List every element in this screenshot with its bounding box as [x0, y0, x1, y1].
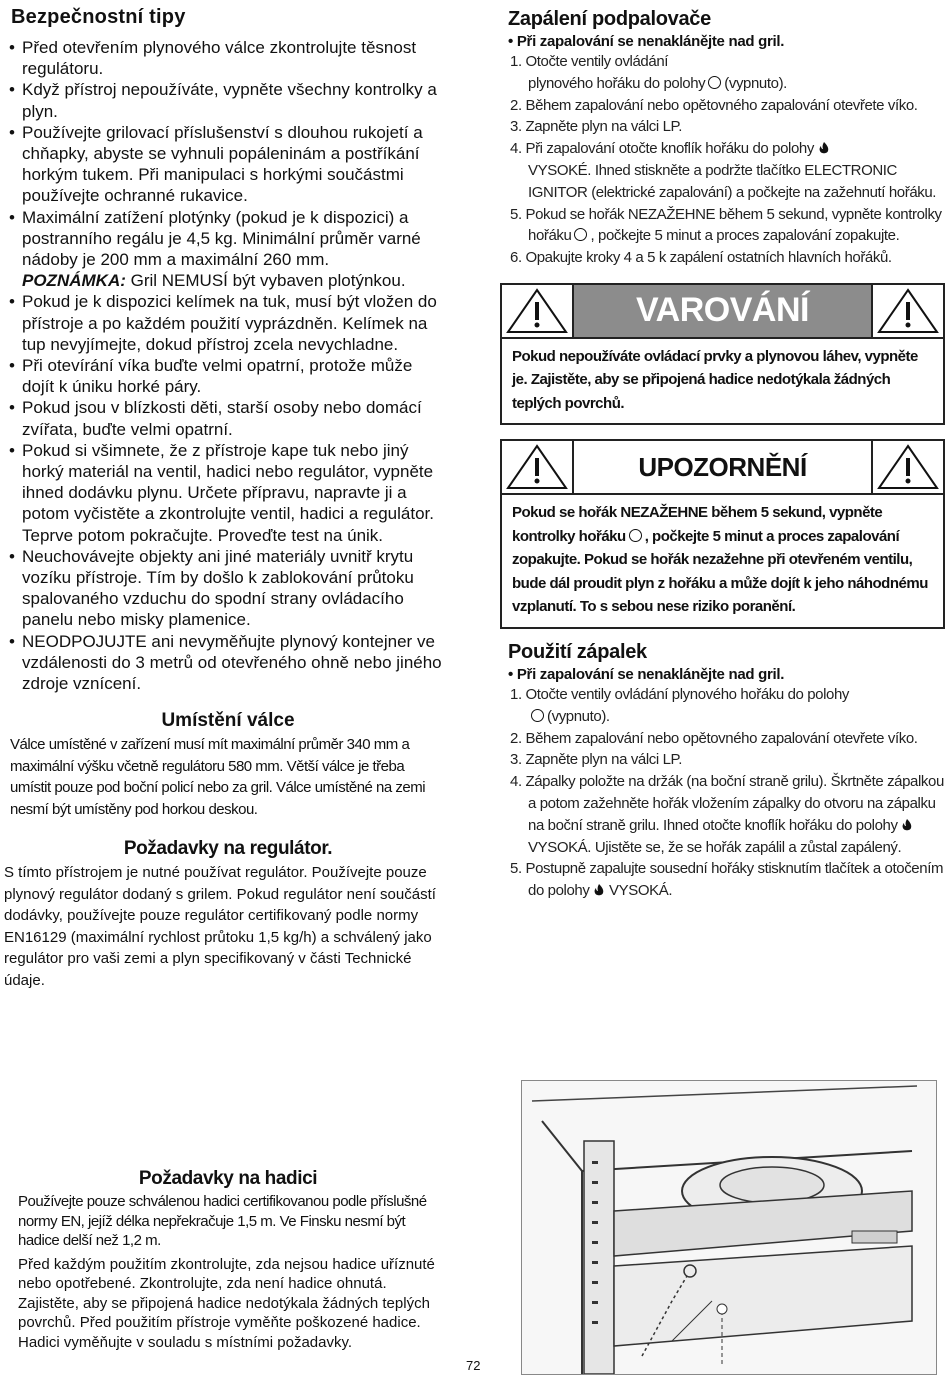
step-text: (vypnuto).	[724, 74, 787, 92]
step-text: VYSOKÉ. Ihned stiskněte a podržte tlačítko ELECTRONIC IGNITOR (elektrické zapalování) a počkejte na zažehnutí hořáku.	[528, 161, 937, 201]
list-item	[500, 138, 945, 203]
note-text: Gril NEMUSÍ být vybaven plotýnkou.	[125, 271, 406, 291]
list-item: • Když přístroj nepoužíváte, vypněte všechny kontrolky a plyn.	[8, 79, 448, 121]
warning-title: VAROVÁNÍ	[572, 285, 873, 337]
list-item	[500, 51, 945, 95]
flame-icon	[593, 883, 605, 897]
warning-box	[500, 283, 945, 426]
safety-tips-list	[8, 37, 448, 694]
list-item: • Pokud si všimnete, že z přístroje kape tuk nebo jiný horký materiál na ventil, hadici nebo regulátor, vypněte ihned dodávku plynu. Určete přípravu, napravte ji a potom vyčistěte a zkontrolujte ventil, hadici a regulátor. Teprve potom pokračujte. Proveďte test na únik.	[8, 440, 448, 546]
warning-triangle-icon	[873, 285, 943, 337]
matches-steps	[500, 684, 945, 902]
ignition-steps	[500, 51, 945, 269]
list-item: • Při otevírání víka buďte velmi opatrní, protože může dojít k úniku horké páry.	[8, 355, 448, 397]
grill-illustration	[521, 1080, 937, 1375]
off-circle-icon	[708, 76, 721, 89]
safety-title: Bezpečnostní tipy	[11, 6, 186, 28]
list-item: 6. Opakujte kroky 4 a 5 k zapálení ostatních hlavních hořáků.	[510, 249, 892, 267]
list-item	[500, 204, 945, 248]
note-label: POZNÁMKA:	[22, 271, 126, 291]
step-text: (vypnuto).	[547, 707, 610, 725]
caution-box	[500, 439, 945, 629]
hose-text-2: Před každým použitím zkontrolujte, zda nejsou hadice uříznuté nebo opotřebené. Zkontrolujte, zda není hadice ohnutá. Zajistěte, aby se připojená hadice nedotýkala žádných teplých povrchů. Před použitím přístroje vyměňte poškozené hadice. Hadici vyměňujte v souladu s místními požadavky.	[18, 1255, 435, 1351]
list-item: • Pokud je k dispozici kelímek na tuk, musí být vložen do přístroje a po každém použití vyprázdněn. Kelímek na tup nevyjímejte, dokud přístroj zcela nevychladne.	[8, 291, 448, 355]
matches-bullet-text: Při zapalování se nenaklánějte nad gril.	[516, 665, 785, 683]
ignition-bullet-text: Při zapalování se nenaklánějte nad gril.	[516, 33, 785, 50]
hose-section	[8, 1168, 448, 1352]
matches-title: Použití zápalek	[508, 640, 647, 663]
step-text: 4. Zápalky položte na držák (na boční straně grilu). Škrtněte zápalkou a potom zažehněte hořák vložením zápalky do otvoru na zápalku na boční straně grilu. Ihned otočte knoflík hořáku do polohy	[510, 773, 944, 834]
matches-bullet: • Při zapalování se nenaklánějte nad gril.	[508, 665, 785, 683]
list-item: 2. Během zapalování nebo opětovného zapalování otevřete víko.	[510, 96, 918, 114]
flame-icon	[818, 141, 830, 155]
list-item	[500, 771, 945, 858]
list-item	[500, 684, 945, 728]
caution-triangle-icon	[873, 441, 943, 493]
list-item	[8, 207, 448, 292]
list-item: • NEODPOJUJTE ani nevyměňujte plynový kontejner ve vzdálenosti do 3 metrů od otevřeného ohně nebo jiného zdroje vznícení.	[8, 631, 448, 695]
list-item: 3. Zapněte plyn na válci LP.	[510, 751, 682, 769]
list-item: • Před otevřením plynového válce zkontrolujte těsnost regulátoru.	[8, 37, 448, 79]
step-text: 1. Otočte ventily ovládání plynového hořáku do polohy	[510, 685, 850, 703]
right-column	[500, 8, 945, 902]
caution-header	[502, 441, 943, 495]
step-text: 1. Otočte ventily ovládání	[510, 53, 669, 70]
off-circle-icon	[574, 228, 587, 241]
cylinder-title: Umístění válce	[161, 710, 295, 732]
warning-triangle-icon	[502, 285, 572, 337]
off-circle-icon	[531, 709, 544, 722]
warning-header	[502, 285, 943, 339]
grill-drawing	[522, 1081, 936, 1374]
step-text: 5. Pokud se hořák NEZAŽEHNE během 5 sekund, vypněte kontrolky hořáku	[510, 205, 942, 245]
regulator-title: Požadavky na regulátor.	[123, 838, 333, 860]
caution-text-a: Pokud se hořák NEZAŽEHNE během 5 sekund, vypněte kontrolky hořáku	[512, 504, 883, 545]
step-text: 4. Při zapalování otočte knoflík hořáku do polohy	[510, 140, 814, 158]
step-text: VYSOKÁ.	[609, 882, 673, 900]
step-text: VYSOKÁ. Ujistěte se, že se hořák zapálil a zůstal zapálený.	[528, 838, 902, 856]
list-item: 2. Během zapalování nebo opětovného zapalování otevřete víko.	[510, 729, 918, 747]
list-item: • Pokud jsou v blízkosti děti, starší osoby nebo domácí zvířata, buďte velmi opatrní.	[8, 397, 448, 439]
list-item	[500, 858, 945, 902]
ignition-bullet: • Při zapalování se nenaklánějte nad gril.	[508, 33, 785, 50]
off-circle-icon	[629, 529, 642, 542]
ignition-title: Zapálení podpalovače	[508, 8, 711, 30]
list-item: • Používejte grilovací příslušenství s dlouhou rukojetí a chňapky, abyste se vyhnuli popáleninám a postříkání horkým tukem. Při manipulaci s horkými součástmi používejte ochranné rukavice.	[8, 122, 448, 207]
left-column	[4, 4, 448, 991]
tip-text: Maximální zatížení plotýnky (pokud je k dispozici) a postranního regálu je 4,5 kg. Minimální průměr varné nádoby je 200 mm a maximální 260 mm.	[22, 207, 421, 270]
cylinder-text: Válce umístěné v zařízení musí mít maximální průměr 340 mm a maximální výšku včetně regulátoru 580 mm. Větší válce je třeba umístit pouze pod boční policí nebo za gril. Válce umístěné na zemi nesmí být umístěny pod horkou deskou.	[10, 736, 426, 818]
flame-icon	[901, 818, 913, 832]
warning-text: Pokud nepoužíváte ovládací prvky a plynovou láhev, vypněte je. Zajistěte, aby se připojená hadice nedotýkala žádných teplých povrchů.	[512, 347, 918, 412]
regulator-text: S tímto přístrojem je nutné používat regulátor. Používejte pouze plynový regulátor dodaný s grilem. Pokud regulátor není součástí dodávky, používejte pouze regulátor certifikovaný podle normy EN16129 (maximální rychlost průtoku 1,5 kg/h) a schválený jako regulátor pro vaši zemi a plyn specifikovaný v části Technické údaje.	[4, 864, 436, 989]
step-text: plynového hořáku do polohy	[528, 74, 706, 92]
list-item: 3. Zapněte plyn na válci LP.	[510, 118, 682, 136]
step-text: 5. Postupně zapalujte sousední hořáky stisknutím tlačítek a otočením do polohy	[510, 860, 944, 900]
step-text: , počkejte 5 minut a proces zapalování zopakujte.	[590, 227, 900, 245]
caution-text	[502, 495, 943, 627]
page-number: 72	[466, 1358, 481, 1373]
caution-text-b: , počkejte 5 minut a proces zapalování zopakujte. Pokud se hořák nezažehne při otevřeném ventilu, bude dál proudit plyn z hořáku a může dojít k jeho náhodnému vzplanutí. To s sebou nese riziko poranění.	[512, 527, 928, 616]
caution-title: UPOZORNĚNÍ	[572, 441, 873, 493]
list-item: • Neuchovávejte objekty ani jiné materiály uvnitř krytu vozíku přístroje. Tím by došlo k zablokování průtoku spalovaného vzduchu do spodní strany ovládacího panelu nebo misky plamenice.	[8, 546, 448, 631]
caution-triangle-icon	[502, 441, 572, 493]
hose-text-1: Používejte pouze schválenou hadici certifikovanou podle příslušné normy EN, jejíž délka nepřekračuje 1,5 m. Ve Finsku nesmí být hadice delší než 1,2 m.	[18, 1193, 427, 1249]
hose-title: Požadavky na hadici	[138, 1168, 318, 1189]
